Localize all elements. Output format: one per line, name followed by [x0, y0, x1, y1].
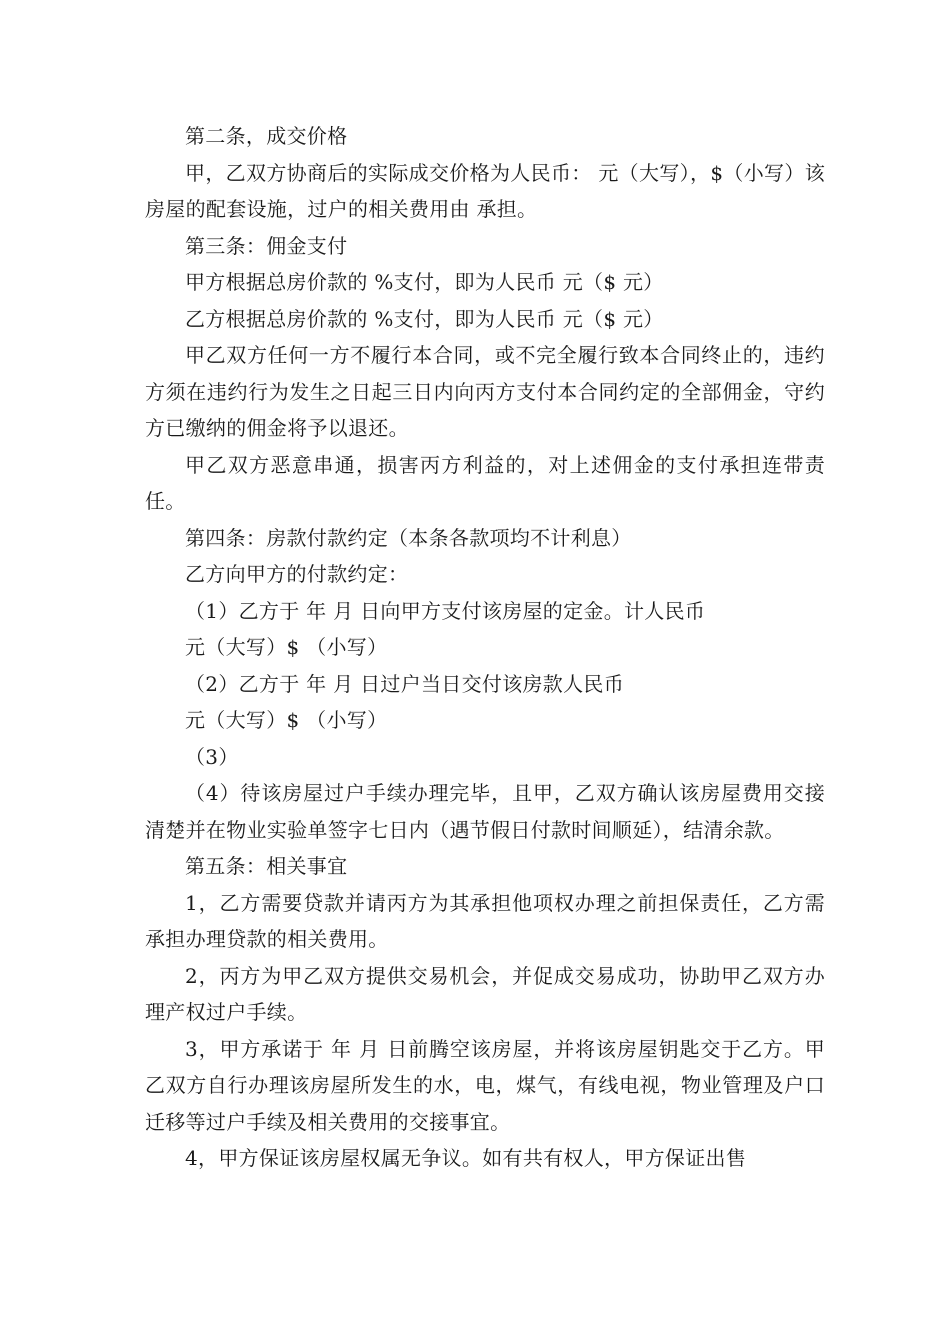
payment-item-1: （1）乙方于 年 月 日向甲方支付该房屋的定金。计人民币	[185, 598, 706, 623]
contract-body	[145, 118, 825, 1177]
matter-4: 4，甲方保证该房屋权属无争议。如有共有权人，甲方保证出售	[185, 1146, 747, 1170]
matter-1: 1，乙方需要贷款并请丙方为其承担他项权办理之前担保责任，乙方需承担办理贷款的相关费用。	[145, 890, 825, 951]
article-5-heading: 第五条：相关事宜	[185, 854, 348, 878]
payment-item-2-amount: 元（大写）$ （小写）	[185, 708, 388, 732]
article-3-heading: 第三条：佣金支付	[185, 233, 348, 258]
matter-3: 3，甲方承诺于 年 月 日前腾空该房屋，并将该房屋钥匙交于乙方。甲乙双方自行办理该房屋所发生的水，电，煤气，有线电视，物业管理及户口迁移等过户手续及相关费用的交接事宜。	[145, 1036, 825, 1134]
article-2-heading: 第二条，成交价格	[185, 124, 348, 148]
payment-item-3: （3）	[185, 744, 239, 769]
payment-intro: 乙方向甲方的付款约定：	[185, 562, 409, 586]
price-paragraph: 甲，乙双方协商后的实际成交价格为人民币： 元（大写），$（小写）该房屋的配套设施，过户的相关费用由 承担。	[145, 160, 825, 221]
seller-commission-line: 甲方根据总房价款的 %支付，即为人民币 元（$ 元）	[185, 270, 664, 294]
collusion-paragraph: 甲乙双方恶意串通，损害丙方利益的，对上述佣金的支付承担连带责任。	[145, 452, 825, 513]
payment-item-4: （4）待该房屋过户手续办理完毕，且甲，乙双方确认该房屋费用交接清楚并在物业实验单签字七日内（遇节假日付款时间顺延），结清余款。	[145, 781, 825, 842]
breach-paragraph: 甲乙双方任何一方不履行本合同，或不完全履行致本合同终止的，违约方须在违约行为发生之日起三日内向丙方支付本合同约定的全部佣金，守约方已缴纳的佣金将予以退还。	[145, 343, 825, 440]
matter-2: 2，丙方为甲乙双方提供交易机会，并促成交易成功，协助甲乙双方办理产权过户手续。	[145, 963, 825, 1024]
article-4-heading: 第四条：房款付款约定（本条各款项均不计利息）	[185, 525, 632, 550]
buyer-commission-line: 乙方根据总房价款的 %支付，即为人民币 元（$ 元）	[185, 306, 664, 331]
payment-item-2: （2）乙方于 年 月 日过户当日交付该房款人民币	[185, 671, 624, 696]
payment-item-1-amount: 元（大写）$ （小写）	[185, 635, 388, 659]
